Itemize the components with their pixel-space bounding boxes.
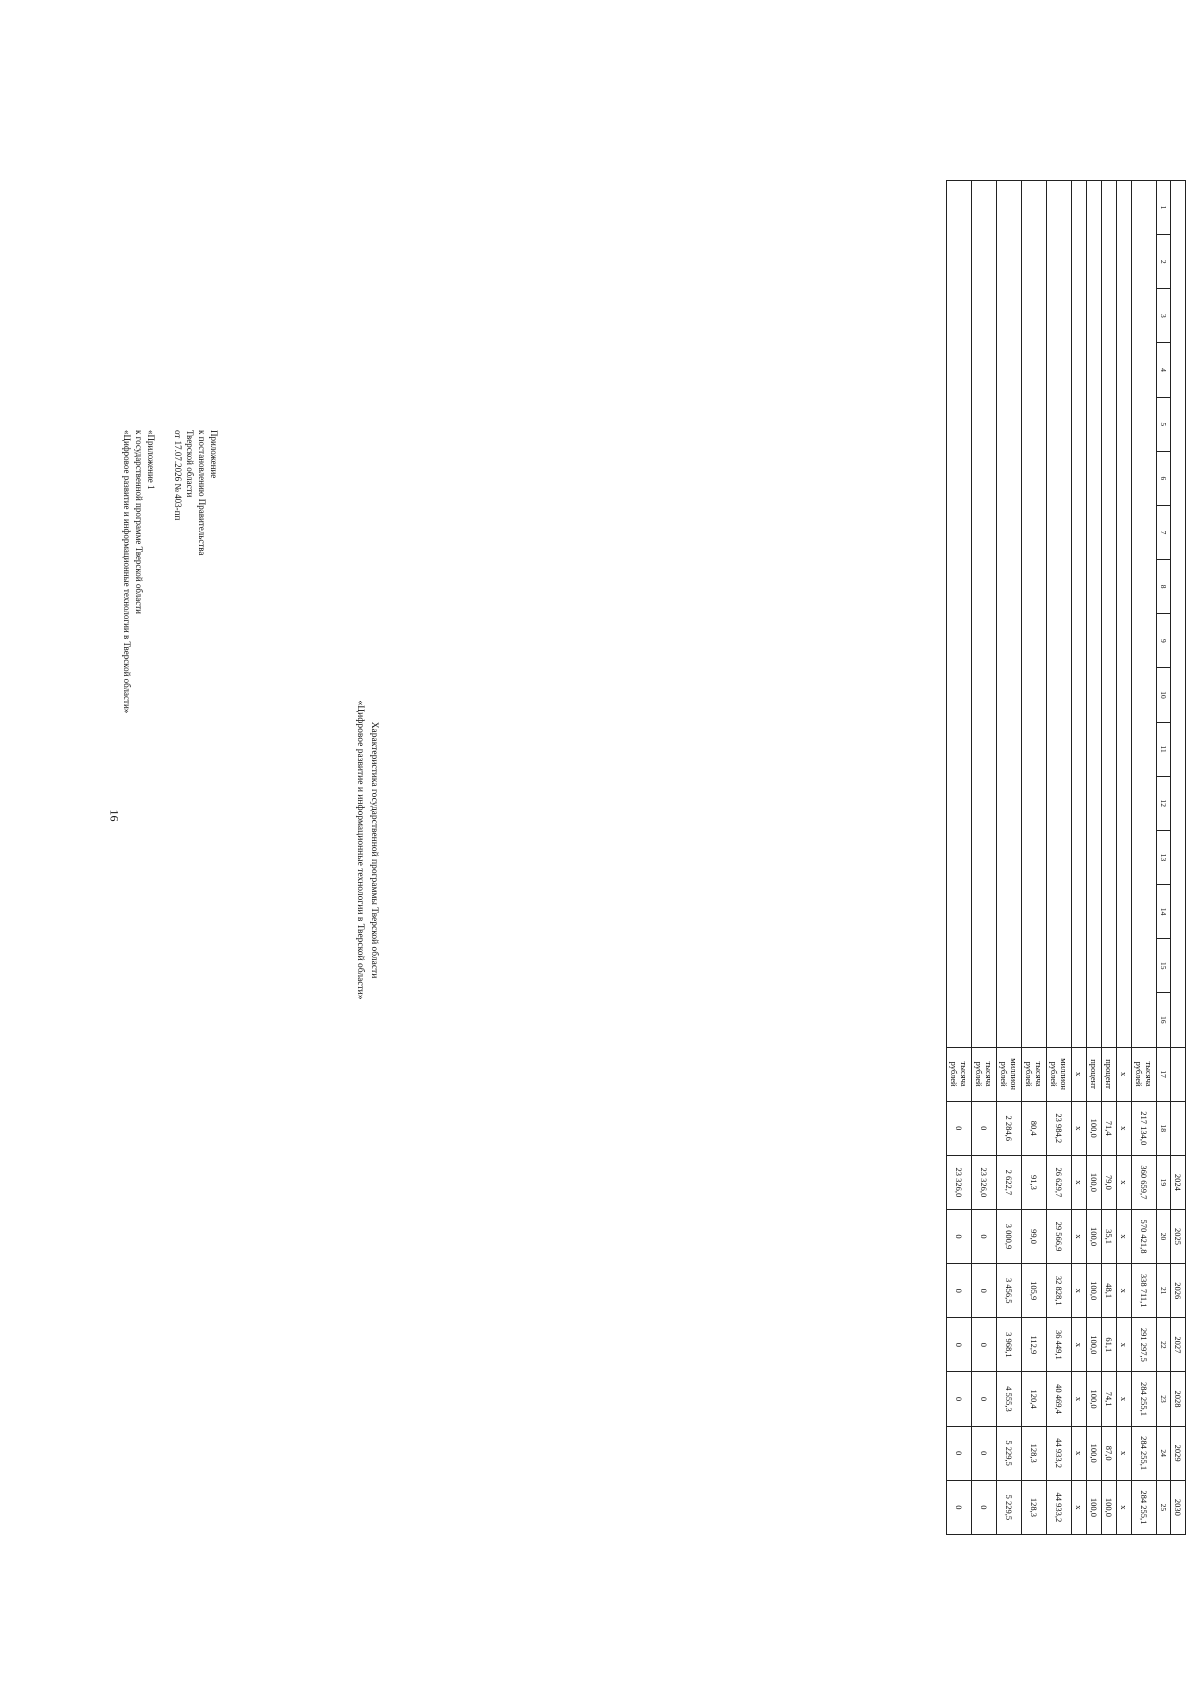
row-unit: х [1117, 1047, 1132, 1101]
table-row [1102, 181, 1117, 1535]
row-year-value: х [1117, 1264, 1132, 1318]
table-row [947, 181, 972, 1535]
row-year-value: 284 255,1 [1132, 1372, 1157, 1426]
row-unit: х [1072, 1047, 1087, 1101]
year-header: 2024 [1171, 1155, 1186, 1209]
row-year-value: 3 968,1 [997, 1318, 1022, 1372]
row-base: х [1072, 1101, 1087, 1155]
row-year-value: 4 555,3 [997, 1372, 1022, 1426]
row-base: 217 134,0 [1132, 1101, 1157, 1155]
column-number: 4 [1157, 343, 1171, 397]
column-number-row [1157, 181, 1171, 1535]
row-unit: процент [1087, 1047, 1102, 1101]
row-year-value: х [1072, 1209, 1087, 1263]
column-number: 1 [1157, 181, 1171, 235]
row-year-value: х [1117, 1426, 1132, 1480]
row-year-value: 0 [972, 1209, 997, 1263]
row-year-value: 105,9 [1022, 1264, 1047, 1318]
year-header: 2030 [1171, 1480, 1186, 1534]
row-year-value: 284 255,1 [1132, 1426, 1157, 1480]
row-description [1102, 181, 1117, 1048]
row-year-value: 3 000,9 [997, 1209, 1022, 1263]
row-base: х [1117, 1101, 1132, 1155]
row-year-value: 291 297,5 [1132, 1318, 1157, 1372]
row-description [997, 181, 1022, 1048]
row-year-value: 40 469,4 [1047, 1372, 1072, 1426]
row-year-value: 99,0 [1022, 1209, 1047, 1263]
row-year-value: 5 229,5 [997, 1480, 1022, 1534]
row-year-value: х [1072, 1318, 1087, 1372]
column-number: 3 [1157, 289, 1171, 343]
row-base: 0 [947, 1101, 972, 1155]
row-base: 2 284,6 [997, 1101, 1022, 1155]
row-base: 0 [972, 1101, 997, 1155]
row-year-value: 0 [947, 1209, 972, 1263]
page-number: 16 [107, 809, 122, 822]
column-number: 12 [1157, 776, 1171, 830]
row-year-value: 0 [947, 1426, 972, 1480]
row-year-value: 87,0 [1102, 1426, 1117, 1480]
title-line-1: Характеристика государственной программы Тверской области [369, 721, 379, 979]
program-table [946, 180, 1186, 1535]
row-year-value: 100,0 [1087, 1264, 1102, 1318]
base-header [1171, 1101, 1186, 1155]
row-year-value: 100,0 [1087, 1480, 1102, 1534]
column-number: 15 [1157, 939, 1171, 993]
table-row [1022, 181, 1047, 1535]
row-description [1047, 181, 1072, 1048]
row-description [972, 181, 997, 1048]
row-year-value: 32 828,1 [1047, 1264, 1072, 1318]
column-number: 14 [1157, 885, 1171, 939]
row-description [947, 181, 972, 1048]
row-year-value: 61,1 [1102, 1318, 1117, 1372]
row-year-value: 100,0 [1102, 1480, 1117, 1534]
column-number: 11 [1157, 722, 1171, 776]
column-number: 24 [1157, 1426, 1171, 1480]
row-description [1022, 181, 1047, 1048]
row-year-value: 79,0 [1102, 1155, 1117, 1209]
column-number: 18 [1157, 1101, 1171, 1155]
approval-line: к постановлению Правительства [196, 430, 207, 556]
row-year-value: 570 421,8 [1132, 1209, 1157, 1263]
row-year-value: х [1117, 1155, 1132, 1209]
column-number: 10 [1157, 668, 1171, 722]
approval-line: к государственной программе Тверской области [134, 430, 145, 614]
row-unit: процент [1102, 1047, 1117, 1101]
row-year-value: 36 449,1 [1047, 1318, 1072, 1372]
approval-block [121, 430, 220, 850]
year-header: 2026 [1171, 1264, 1186, 1318]
document-title [352, 300, 380, 1400]
column-number: 2 [1157, 235, 1171, 289]
row-year-value: 0 [972, 1318, 997, 1372]
row-year-value: 120,4 [1022, 1372, 1047, 1426]
row-base: 71,4 [1102, 1101, 1117, 1155]
row-year-value: 360 659,7 [1132, 1155, 1157, 1209]
row-year-value: х [1072, 1426, 1087, 1480]
row-base: 100,0 [1087, 1101, 1102, 1155]
unit-header [1171, 1047, 1186, 1101]
row-year-value: 2 622,7 [997, 1155, 1022, 1209]
row-year-value: 5 229,5 [997, 1426, 1022, 1480]
row-base: 23 984,2 [1047, 1101, 1072, 1155]
approval-line: Тверской области [184, 430, 195, 498]
row-year-value: х [1072, 1155, 1087, 1209]
row-year-value: х [1072, 1264, 1087, 1318]
row-year-value: х [1117, 1209, 1132, 1263]
year-header-row [1171, 181, 1186, 1535]
row-year-value: 74,1 [1102, 1372, 1117, 1426]
row-description [1072, 181, 1087, 1048]
row-year-value: х [1117, 1318, 1132, 1372]
approval-line: «Цифровое развитие и информационные технологии в Тверской области» [122, 430, 133, 714]
row-year-value: 100,0 [1087, 1372, 1102, 1426]
row-year-value: х [1072, 1372, 1087, 1426]
row-unit: тысяча рублей [972, 1047, 997, 1101]
table-body [947, 181, 1157, 1535]
year-header: 2028 [1171, 1372, 1186, 1426]
column-number: 23 [1157, 1372, 1171, 1426]
row-year-value: 0 [947, 1318, 972, 1372]
column-number: 16 [1157, 993, 1171, 1047]
year-header: 2027 [1171, 1318, 1186, 1372]
column-number: 8 [1157, 560, 1171, 614]
row-year-value: 0 [972, 1372, 997, 1426]
table-row [1072, 181, 1087, 1535]
column-number: 19 [1157, 1155, 1171, 1209]
table-row [1132, 181, 1157, 1535]
row-year-value: 26 629,7 [1047, 1155, 1072, 1209]
row-year-value: 3 456,5 [997, 1264, 1022, 1318]
row-year-value: 100,0 [1087, 1155, 1102, 1209]
row-year-value: 0 [947, 1372, 972, 1426]
column-number: 21 [1157, 1264, 1171, 1318]
approval-line: «Приложение 1 [146, 430, 157, 490]
row-year-value: х [1072, 1480, 1087, 1534]
column-number: 5 [1157, 397, 1171, 451]
row-year-value: 0 [972, 1426, 997, 1480]
row-year-value: 91,3 [1022, 1155, 1047, 1209]
approval-line [157, 430, 171, 850]
row-base: 80,4 [1022, 1101, 1047, 1155]
row-year-value: 284 255,1 [1132, 1480, 1157, 1534]
column-number: 6 [1157, 451, 1171, 505]
row-unit: тысяча рублей [1022, 1047, 1047, 1101]
row-year-value: 35,1 [1102, 1209, 1117, 1263]
year-header: 2025 [1171, 1209, 1186, 1263]
row-year-value: 112,9 [1022, 1318, 1047, 1372]
row-description [1132, 181, 1157, 1048]
row-year-value: 23 326,0 [972, 1155, 997, 1209]
row-unit: тысяча рублей [947, 1047, 972, 1101]
row-description [1087, 181, 1102, 1048]
row-year-value: 128,3 [1022, 1480, 1047, 1534]
row-year-value: 128,3 [1022, 1426, 1047, 1480]
title-line-2: «Цифровое развитие и информационные технологии в Тверской области» [355, 700, 366, 1000]
row-year-value: 338 711,1 [1132, 1264, 1157, 1318]
year-header: 2029 [1171, 1426, 1186, 1480]
column-number: 20 [1157, 1209, 1171, 1263]
row-year-value: 29 566,9 [1047, 1209, 1072, 1263]
row-unit: тысяча рублей [1132, 1047, 1157, 1101]
row-year-value: 44 933,2 [1047, 1426, 1072, 1480]
row-year-value: х [1117, 1372, 1132, 1426]
column-number: 25 [1157, 1480, 1171, 1534]
row-year-value: 100,0 [1087, 1318, 1102, 1372]
row-year-value: 23 326,0 [947, 1155, 972, 1209]
approval-line: Приложение [209, 430, 219, 479]
row-year-value: 44 933,2 [1047, 1480, 1072, 1534]
table-row [1087, 181, 1102, 1535]
row-unit: миллион рублей [1047, 1047, 1072, 1101]
table-row [972, 181, 997, 1535]
column-number: 17 [1157, 1047, 1171, 1101]
approval-line: от 17.07.2026 № 403-пп [172, 430, 183, 521]
column-number: 22 [1157, 1318, 1171, 1372]
header-spacer [1171, 181, 1186, 1048]
row-year-value: 0 [972, 1264, 997, 1318]
column-number: 13 [1157, 830, 1171, 884]
row-year-value: 0 [947, 1264, 972, 1318]
table-row [1047, 181, 1072, 1535]
row-year-value: 100,0 [1087, 1426, 1102, 1480]
column-number: 7 [1157, 505, 1171, 559]
table-row [997, 181, 1022, 1535]
table-row [1117, 181, 1132, 1535]
row-year-value: 0 [947, 1480, 972, 1534]
row-year-value: 0 [972, 1480, 997, 1534]
row-year-value: 100,0 [1087, 1209, 1102, 1263]
row-year-value: 48,1 [1102, 1264, 1117, 1318]
column-number: 9 [1157, 614, 1171, 668]
row-description [1117, 181, 1132, 1048]
row-unit: миллион рублей [997, 1047, 1022, 1101]
row-year-value: х [1117, 1480, 1132, 1534]
